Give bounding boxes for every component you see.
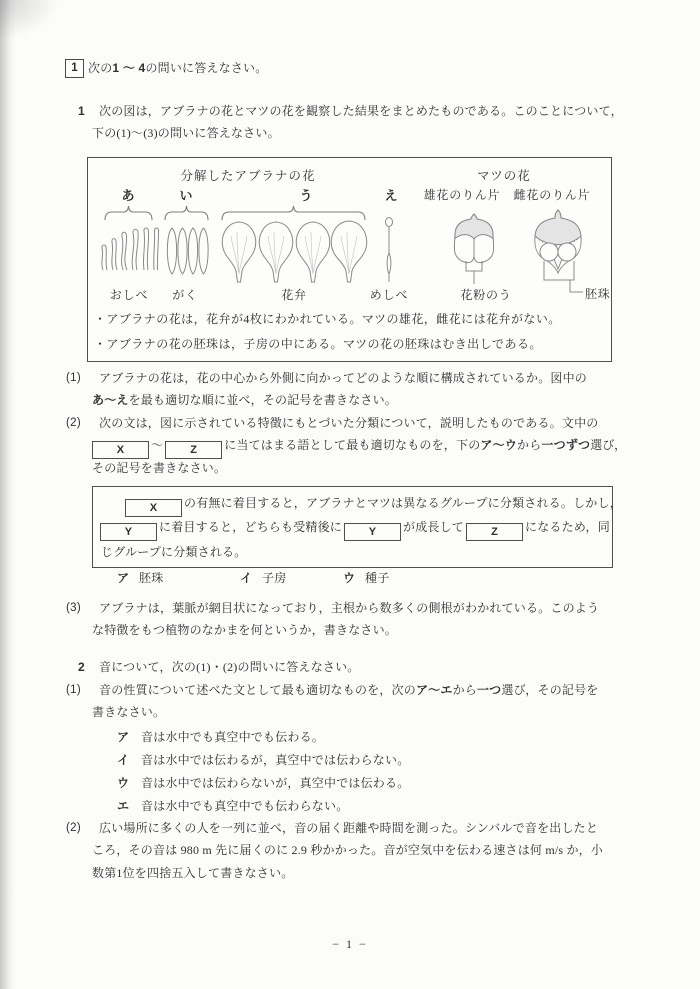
petals-drawing bbox=[222, 221, 366, 282]
male-scale-drawing bbox=[454, 214, 493, 284]
pollen-sac-bracket bbox=[466, 261, 482, 284]
q1-sub3-line1: アブラナは，葉脈が網目状になっており，主根から数多くの側根がわかれている。このよう bbox=[99, 601, 600, 615]
q1-sub1-line2 bbox=[92, 393, 397, 408]
female-scale-drawing bbox=[535, 210, 583, 292]
q1-sub2-line2-run2: から bbox=[517, 438, 542, 452]
section-intro-text: 次の bbox=[88, 61, 113, 75]
choice-i-key: イ bbox=[240, 571, 253, 585]
statement-line2b: が成長して bbox=[403, 520, 465, 534]
scan-left-shadow bbox=[0, 0, 16, 989]
figure-note-1: ・アブラナの花は，花弁が4枚にわかれている。マツの雄花，雌花には花弁がない。 bbox=[94, 312, 561, 326]
choice-a-key: ア bbox=[117, 571, 130, 585]
q2-sub2-line1: 広い場所に多くの人を一列に並べ，音の届く距離や時間を測った。シンバルで音を出したと bbox=[99, 821, 599, 835]
caption-stamen: おしべ bbox=[109, 288, 149, 302]
q2-sub1-line1 bbox=[99, 683, 599, 698]
statement-box-y1: Y bbox=[100, 523, 157, 541]
q1-sub2-line2-run0: に当てはまる語として最も適切なものを，下の bbox=[224, 438, 481, 452]
choice-u-text: 種子 bbox=[365, 571, 390, 585]
q2-sub1-line1-run4: 選び，その記号を bbox=[501, 683, 599, 697]
option-u-text: 音は水中では伝わらないが，真空中では伝わる。 bbox=[141, 776, 410, 790]
figure-label-u: う bbox=[299, 188, 313, 203]
q1-number: 1 bbox=[78, 104, 85, 118]
q2-sub2-line2: ころ，その音は 980 m 先に届くのに 2.9 秒かかった。音が空気中を伝わる速さは何 m/s か，小 bbox=[92, 843, 604, 857]
bracket-i-icon bbox=[165, 206, 208, 220]
choice-a-text: 胚珠 bbox=[139, 571, 164, 585]
tilde-separator: 〜 bbox=[151, 438, 164, 452]
q1-sub2-line1: 次の文は，図に示されている特徴にもとづいた分類について，説明したものである。文中の bbox=[99, 416, 599, 430]
figure-title-matsu: マツの花 bbox=[477, 169, 531, 183]
scan-corner-shadow bbox=[0, 0, 60, 40]
q1-sub2-line2-run4: 選び， bbox=[590, 438, 627, 452]
q2-sub1-line1-run0: 音の性質について述べた文として最も適切なものを，次の bbox=[99, 683, 416, 697]
q1-line2: 下の(1)〜(3)の問いに答えなさい。 bbox=[92, 126, 280, 140]
choice-i-text: 子房 bbox=[262, 571, 287, 585]
q1-sub1-bold-range: あ〜え bbox=[92, 393, 129, 407]
pistil-drawing bbox=[386, 218, 393, 283]
q1-sub2-line2 bbox=[90, 438, 626, 459]
figure-label-female-scale: 雌花のりん片 bbox=[513, 188, 591, 202]
q2-sub1-number: (1) bbox=[66, 684, 81, 696]
q2-sub2-number: (2) bbox=[66, 822, 81, 834]
statement-line2c: になるため，同 bbox=[525, 520, 610, 534]
caption-petal: 花弁 bbox=[281, 288, 307, 302]
q2-sub2-line3: 数第1位を四捨五入して書きなさい。 bbox=[92, 866, 294, 880]
q1-sub1-line1: アブラナの花は，花の中心から外側に向かってどのような順に構成されているか。図中の bbox=[99, 371, 588, 385]
statement-line1-text: の有無に着目すると，アブラナとマツは異なるグループに分類される。しかし， bbox=[184, 496, 622, 510]
option-e-text: 音は水中でも真空中でも伝わらない。 bbox=[141, 799, 349, 813]
q1-sub3-line2: な特徴をもつ植物のなかまを何というか，書きなさい。 bbox=[92, 623, 398, 637]
caption-pistil: めしべ bbox=[369, 288, 409, 302]
blank-box-z: Z bbox=[165, 441, 222, 459]
statement-line2 bbox=[98, 520, 610, 541]
section-intro-text-2: の問いに答えなさい。 bbox=[145, 61, 268, 75]
section-intro bbox=[88, 61, 267, 76]
figure-label-male-scale: 雄花のりん片 bbox=[423, 188, 501, 202]
q2-sub1-line1-run2: から bbox=[452, 683, 477, 697]
sepals-drawing bbox=[167, 228, 208, 274]
statement-box-y2: Y bbox=[344, 523, 401, 541]
q2-intro: 音について，次の(1)・(2)の問いに答えなさい。 bbox=[99, 660, 360, 674]
option-u-key: ウ bbox=[117, 776, 130, 790]
statement-box-x: X bbox=[125, 499, 182, 517]
q1-sub1-line2-rest: を最も適切な順に並べ，その記号を書きなさい。 bbox=[128, 393, 398, 407]
statement-line1 bbox=[123, 496, 622, 517]
option-a-text: 音は水中でも真空中でも伝わる。 bbox=[141, 730, 325, 744]
q1-sub2-line2-run1: ア〜ウ bbox=[480, 438, 518, 452]
q2-sub1-line1-run1: ア〜エ bbox=[415, 683, 453, 697]
q2-sub1-line1-run3: 一つ bbox=[476, 683, 502, 697]
caption-ovule: 胚珠 bbox=[585, 287, 611, 301]
figure-label-a: あ bbox=[121, 188, 135, 203]
q1-line1: 次の図は，アブラナの花とマツの花を観察した結果をまとめたものである。このことについて， bbox=[99, 104, 623, 118]
choice-u-key: ウ bbox=[343, 571, 356, 585]
page-number: − 1 − bbox=[332, 937, 368, 951]
section-number-box: 1 bbox=[65, 59, 84, 78]
statement-line2a: に着目すると，どちらも受精後に bbox=[159, 520, 343, 534]
statement-box-z: Z bbox=[466, 523, 523, 541]
option-i-text: 音は水中では伝わるが，真空中では伝わらない。 bbox=[141, 753, 410, 767]
q1-sub2-number: (2) bbox=[66, 417, 81, 429]
figure-title-aburana: 分解したアブラナの花 bbox=[180, 169, 316, 183]
q1-sub3-number: (3) bbox=[66, 602, 81, 614]
figure-label-i: い bbox=[179, 188, 193, 203]
q1-sub2-line3: その記号を書きなさい。 bbox=[92, 461, 227, 475]
q1-sub1-number: (1) bbox=[66, 372, 81, 384]
stamens-drawing bbox=[102, 228, 159, 270]
q2-sub1-line2: 書きなさい。 bbox=[92, 705, 166, 719]
option-i-key: イ bbox=[117, 753, 130, 767]
caption-sepal: がく bbox=[172, 288, 198, 302]
bracket-icons bbox=[105, 206, 365, 220]
bracket-u-icon bbox=[222, 206, 365, 220]
statement-box bbox=[92, 486, 622, 568]
q1-sub2-line2-run3: 一つずつ bbox=[541, 438, 591, 452]
flower-figure bbox=[87, 157, 612, 362]
figure-note-2: ・アブラナの花の胚珠は，子房の中にある。マツの花の胚珠はむき出しである。 bbox=[94, 337, 542, 351]
blank-box-x: X bbox=[92, 441, 149, 459]
option-e-key: エ bbox=[117, 799, 130, 813]
q2-number: 2 bbox=[78, 660, 85, 674]
caption-pollen-sac: 花粉のう bbox=[460, 288, 512, 302]
option-a-key: ア bbox=[117, 730, 130, 744]
section-intro-range: 1 〜 4 bbox=[112, 61, 146, 75]
figure-label-e: え bbox=[384, 188, 398, 203]
bracket-a-icon bbox=[105, 206, 152, 220]
statement-line3: じグループに分類される。 bbox=[101, 545, 247, 559]
